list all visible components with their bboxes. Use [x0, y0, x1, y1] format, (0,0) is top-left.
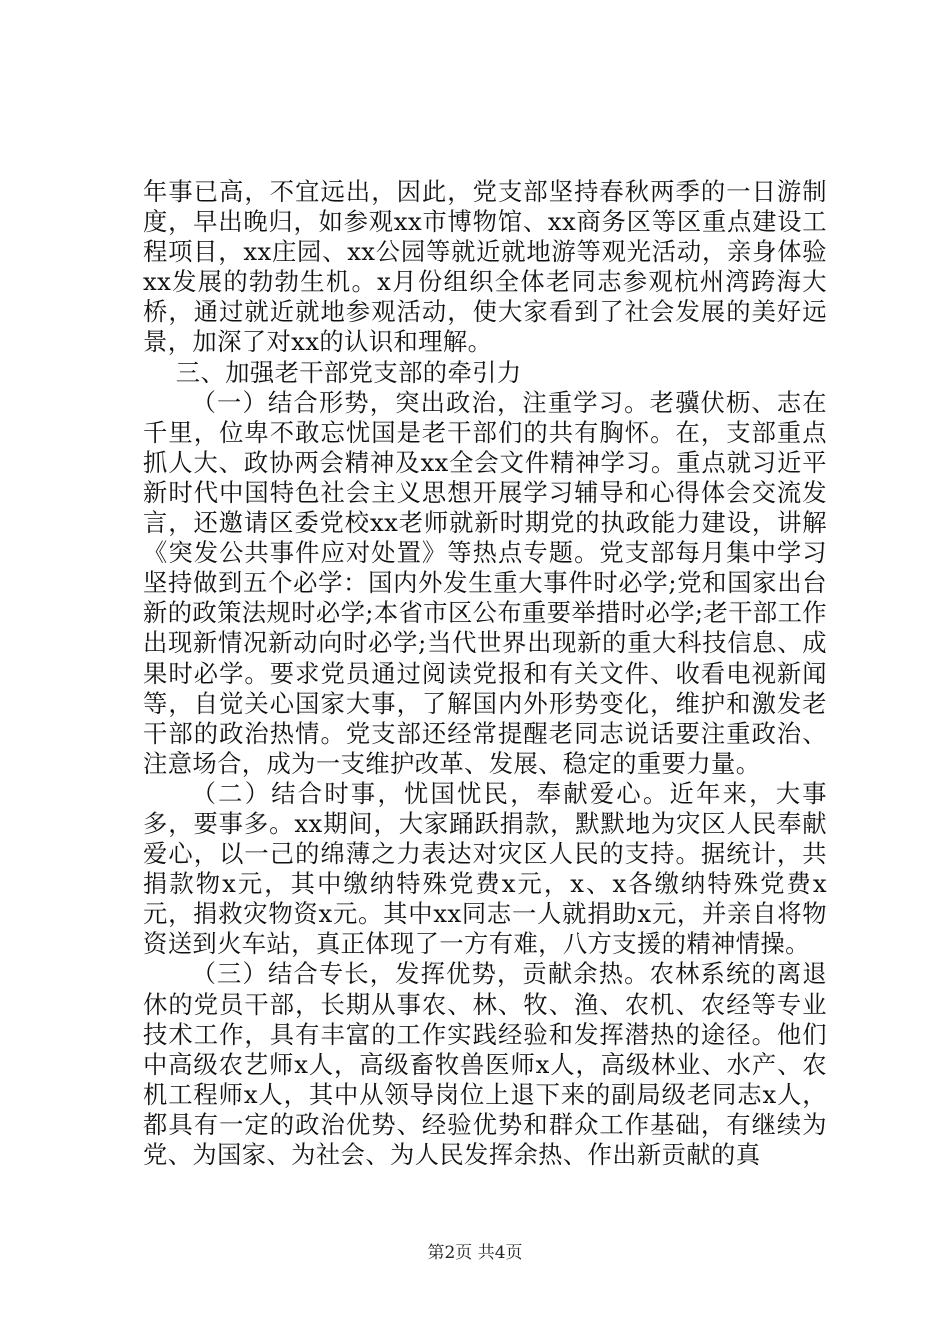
document-body [143, 177, 827, 1170]
page-footer: 第2页 共4页 [427, 1243, 523, 1263]
section-heading: 三、加强老干部党支部的牵引力 [175, 357, 522, 387]
paragraph-expertise: （三）结合专长，发挥优势，贡献余热。农林系统的离退休的党员干部，长期从事农、林、牧、渔、农机、农经等专业技术工作，具有丰富的工作实践经验和发挥潜热的途径。他们中高级农艺师x人，高级畜牧兽医师x人，高级林业、水产、农机工程师x人，其中从领导岗位上退下来的副局级老同志x人，都具有一定的政治优势、经验优势和群众工作基础，有继续为党、为国家、为社会、为人民发挥余热、作出新贡献的真 [143, 959, 827, 1169]
paragraph-continuation: 年事已高，不宜远出，因此，党支部坚持春秋两季的一日游制度，早出晚归，如参观xx市博物馆、xx商务区等区重点建设工程项目，xx庄园、xx公园等就近就地游等观光活动，亲身体验xx发展的勃勃生机。x月份组织全体老同志参观杭州湾跨海大桥，通过就近就地参观活动，使大家看到了社会发展的美好远景，加深了对xx的认识和理解。 [143, 177, 827, 357]
paragraph-study: （一）结合形势，突出政治，注重学习。老骥伏枥、志在千里，位卑不敢忘忧国是老干部们的共有胸怀。在，支部重点抓人大、政协两会精神及xx全会文件精神学习。重点就习近平新时代中国特色社会主义思想开展学习辅导和心得体会交流发言，还邀请区委党校xx老师就新时期党的执政能力建设，讲解《突发公共事件应对处置》等热点专题。党支部每月集中学习坚持做到五个必学：国内外发生重大事件时必学;党和国家出台新的政策法规时必学;本省市区公布重要举措时必学;老干部工作出现新情况新动向时必学;当代世界出现新的重大科技信息、成果时必学。要求党员通过阅读党报和有关文件、收看电视新闻等，自觉关心国家大事，了解国内外形势变化，维护和激发老干部的政治热情。党支部还经常提醒老同志说话要注重政治、注意场合，成为一支维护改革、发展、稳定的重要力量。 [143, 387, 827, 778]
paragraph-donation: （二）结合时事，忧国忧民，奉献爱心。近年来，大事多，要事多。xx期间，大家踊跃捐款，默默地为灾区人民奉献爱心，以一己的绵薄之力表达对灾区人民的支持。据统计，共捐款物x元，其中缴纳特殊党费x元，x、x各缴纳特殊党费x元，捐救灾物资x元。其中xx同志一人就捐助x元，并亲自将物资送到火车站，真正体现了一方有难，八方支援的精神情操。 [143, 778, 827, 959]
